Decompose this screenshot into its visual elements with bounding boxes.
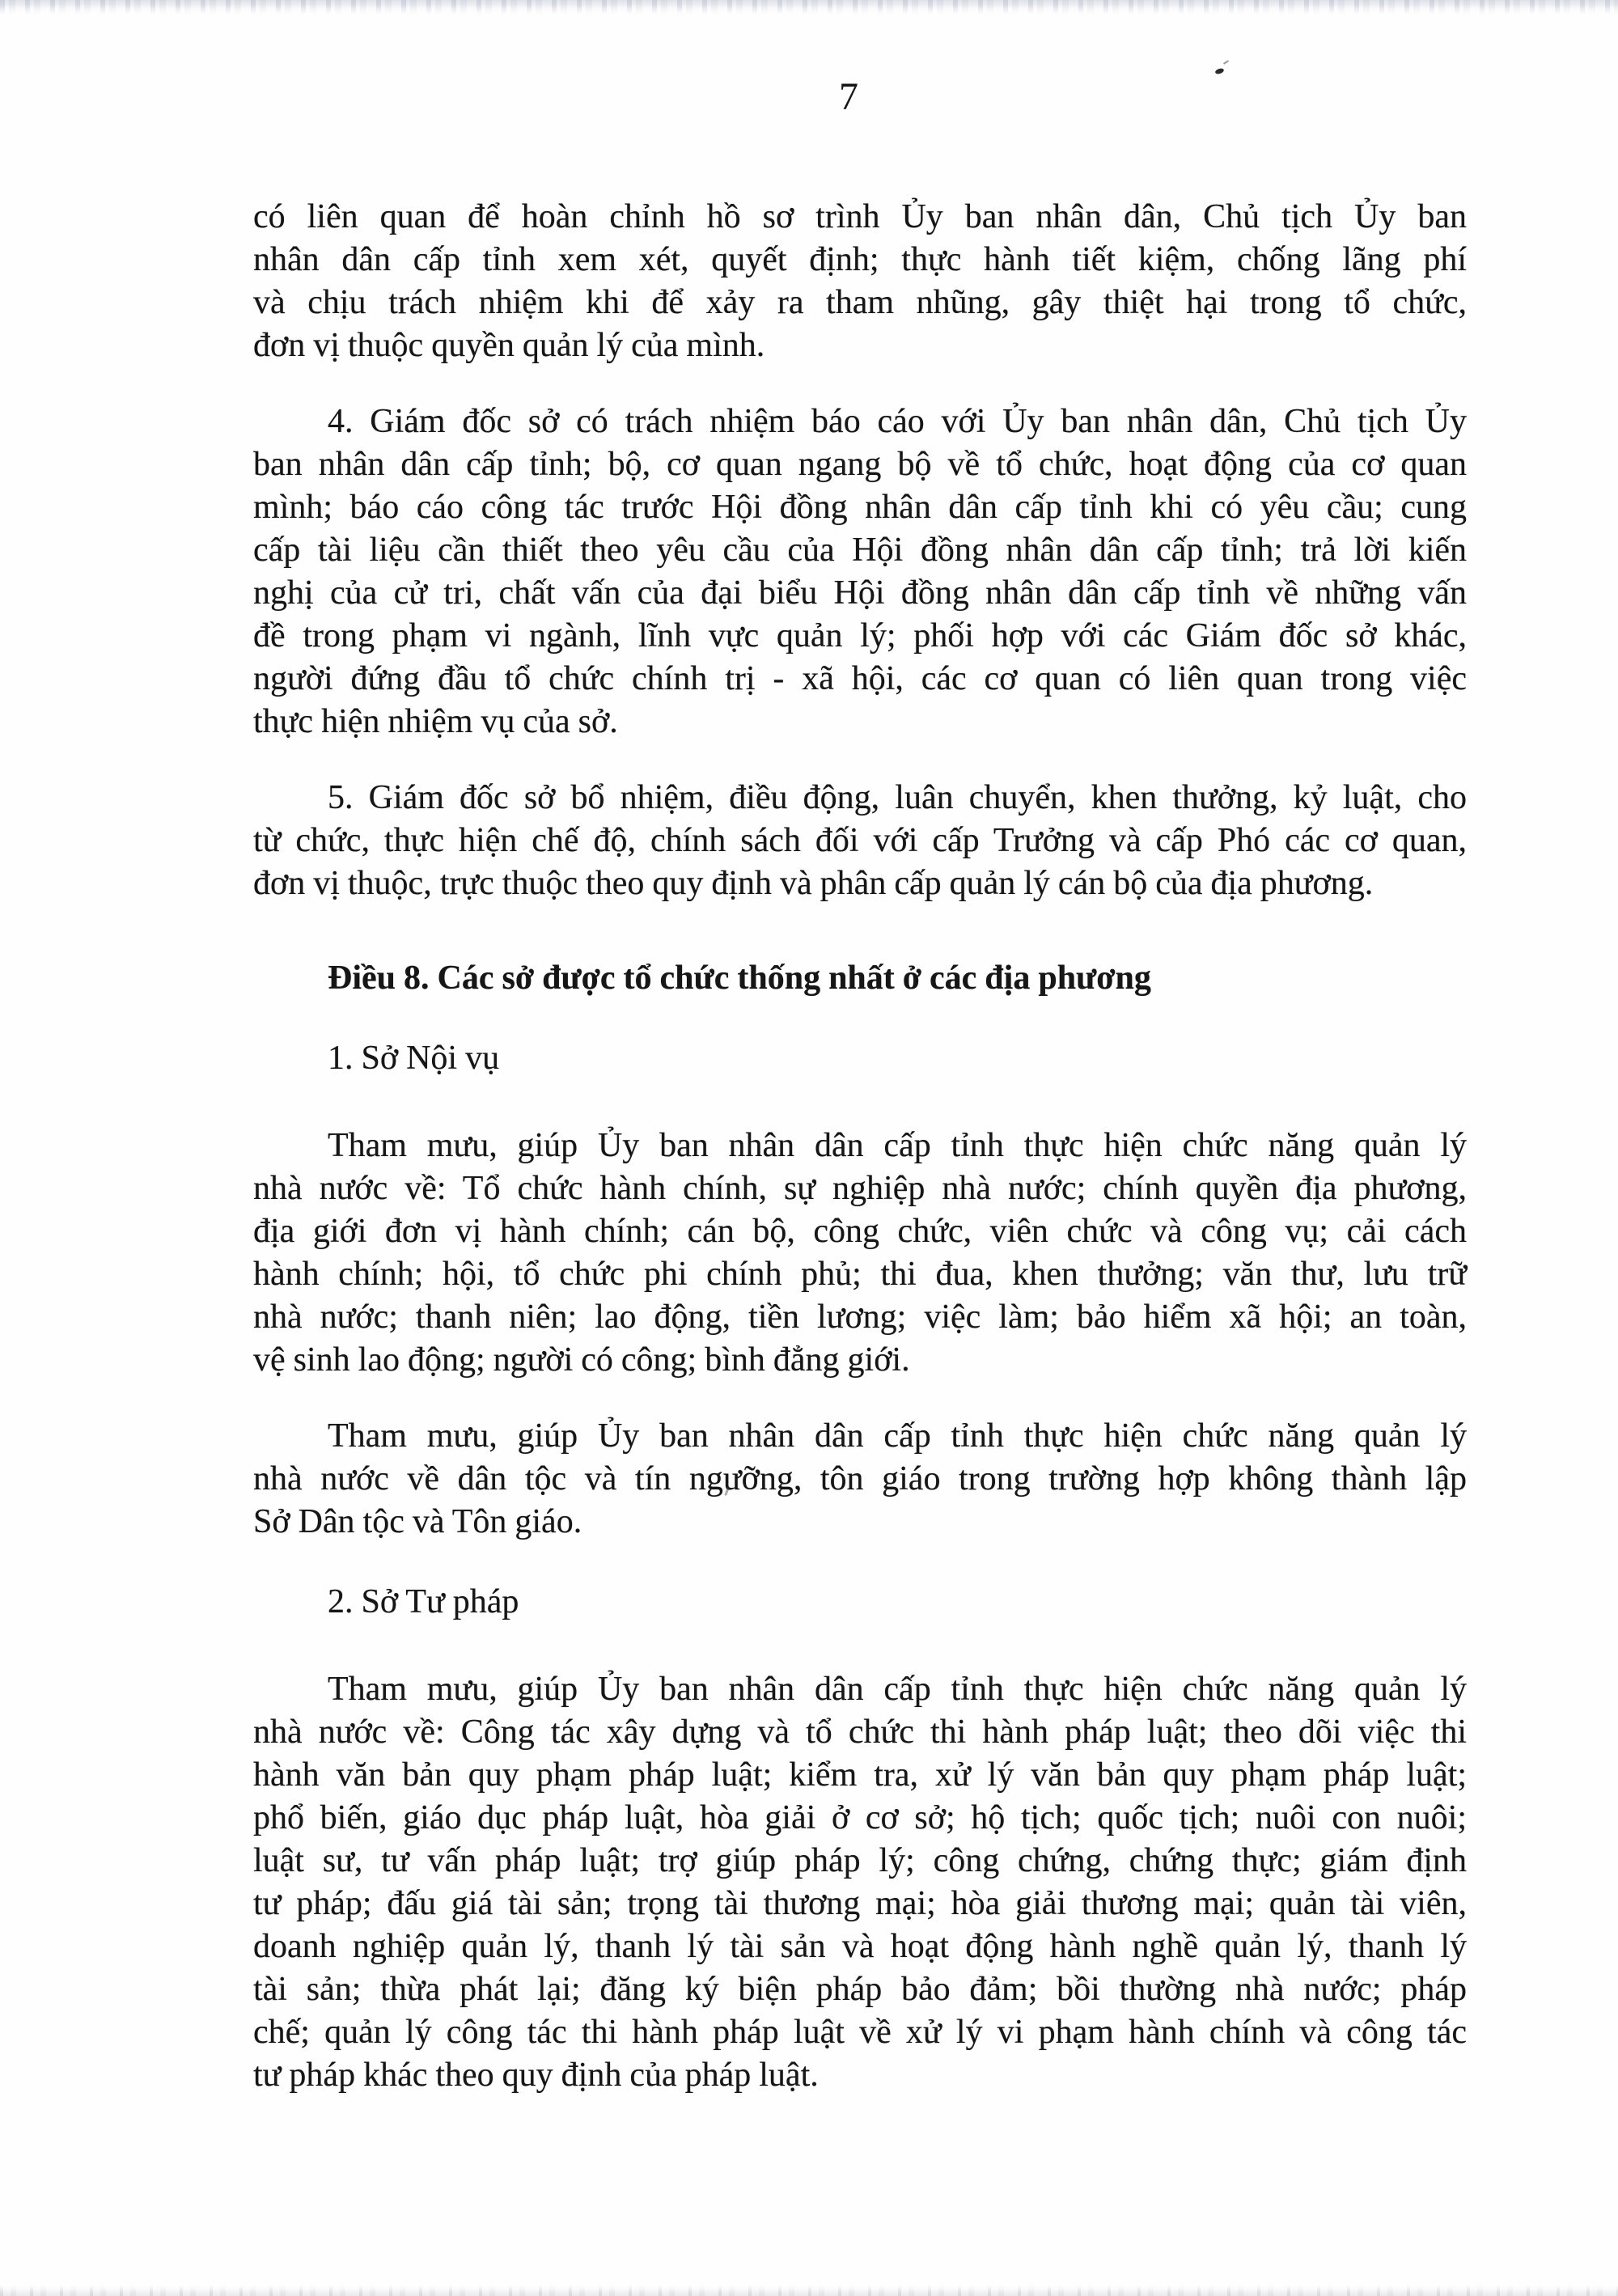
- text-line: phổ biến, giáo dục pháp luật, hòa giải ở cơ sở; hộ tịch; quốc tịch; nuôi con nuôi;: [253, 1799, 1467, 1836]
- text-line: 4. Giám đốc sở có trách nhiệm báo cáo với Ủy ban nhân dân, Chủ tịch Ủy: [328, 403, 1467, 440]
- scan-noise-bottom: [0, 2285, 1618, 2296]
- text-line: 2. Sở Tư pháp: [328, 1583, 519, 1620]
- text-line: 1. Sở Nội vụ: [328, 1040, 500, 1077]
- paragraph-so-noi-vu-functions: [253, 1125, 1467, 1382]
- text-line: cấp tài liệu cần thiết theo yêu cầu của Hội đồng nhân dân cấp tỉnh; trả lời kiến: [253, 532, 1467, 569]
- text-line: có liên quan để hoàn chỉnh hồ sơ trình Ủy ban nhân dân, Chủ tịch Ủy ban: [253, 198, 1467, 235]
- text-line: và chịu trách nhiệm khi để xảy ra tham nhũng, gây thiệt hại trong tổ chức,: [253, 284, 1467, 321]
- text-line: Tham mưu, giúp Ủy ban nhân dân cấp tỉnh thực hiện chức năng quản lý: [328, 1127, 1467, 1164]
- text-line: vệ sinh lao động; người có công; bình đẳng giới.: [253, 1341, 910, 1379]
- text-line: chế; quản lý công tác thi hành pháp luật về xử lý vi phạm hành chính và công tác: [253, 2014, 1467, 2051]
- item-2-so-tu-phap: [253, 1581, 1467, 1624]
- text-line: người đứng đầu tổ chức chính trị - xã hội, các cơ quan có liên quan trong việc: [253, 660, 1467, 697]
- text-line: đề trong phạm vi ngành, lĩnh vực quản lý; phối hợp với các Giám đốc sở khác,: [253, 617, 1467, 654]
- text-line: 5. Giám đốc sở bổ nhiệm, điều động, luân chuyển, khen thưởng, kỷ luật, cho: [328, 779, 1467, 816]
- text-line: nhà nước về dân tộc và tín ngưỡng, tôn giáo trong trường hợp không thành lập: [253, 1460, 1467, 1497]
- text-line: ban nhân dân cấp tỉnh; bộ, cơ quan ngang bộ về tổ chức, hoạt động của cơ quan: [253, 446, 1467, 483]
- text-line: hành văn bản quy phạm pháp luật; kiểm tra, xử lý văn bản quy phạm pháp luật;: [253, 1756, 1467, 1794]
- text-line: đơn vị thuộc, trực thuộc theo quy định và phân cấp quản lý cán bộ của địa phương.: [253, 865, 1374, 902]
- text-line: tư pháp khác theo quy định của pháp luật.: [253, 2057, 819, 2094]
- paragraph-so-noi-vu-religion: [253, 1415, 1467, 1544]
- text-line: nhân dân cấp tỉnh xem xét, quyết định; thực hành tiết kiệm, chống lãng phí: [253, 241, 1467, 278]
- document-body: [253, 196, 1467, 2097]
- article-8-heading: [253, 957, 1467, 1000]
- text-line: thực hiện nhiệm vụ của sở.: [253, 703, 618, 740]
- text-line: đơn vị thuộc quyền quản lý của mình.: [253, 327, 765, 364]
- text-line: Sở Dân tộc và Tôn giáo.: [253, 1503, 582, 1540]
- text-line: nhà nước; thanh niên; lao động, tiền lương; việc làm; bảo hiểm xã hội; an toàn,: [253, 1298, 1467, 1336]
- text-line: hành chính; hội, tổ chức phi chính phủ; thi đua, khen thưởng; văn thư, lưu trữ: [253, 1256, 1467, 1293]
- text-line: doanh nghiệp quản lý, thanh lý tài sản và hoạt động hành nghề quản lý, thanh lý: [253, 1928, 1467, 1965]
- paragraph-clause-5: [253, 777, 1467, 905]
- paragraph-so-tu-phap-functions: [253, 1668, 1467, 2097]
- text-line: mình; báo cáo công tác trước Hội đồng nhân dân cấp tỉnh khi có yêu cầu; cung: [253, 489, 1467, 526]
- text-column: [253, 0, 1467, 2097]
- text-line: luật sư, tư vấn pháp luật; trợ giúp pháp lý; công chứng, chứng thực; giám định: [253, 1842, 1467, 1879]
- text-line: tư pháp; đấu giá tài sản; trọng tài thương mại; hòa giải thương mại; quản tài viên,: [253, 1885, 1467, 1922]
- paragraph-continuation: [253, 196, 1467, 367]
- text-line: Điều 8. Các sở được tổ chức thống nhất ở các địa phương: [328, 959, 1151, 997]
- text-line: Tham mưu, giúp Ủy ban nhân dân cấp tỉnh thực hiện chức năng quản lý: [328, 1671, 1467, 1708]
- text-line: tài sản; thừa phát lại; đăng ký biện pháp bảo đảm; bồi thường nhà nước; pháp: [253, 1971, 1467, 2008]
- text-line: Tham mưu, giúp Ủy ban nhân dân cấp tỉnh thực hiện chức năng quản lý: [328, 1417, 1467, 1455]
- item-1-so-noi-vu: [253, 1037, 1467, 1080]
- text-line: nhà nước về: Công tác xây dựng và tổ chức thi hành pháp luật; theo dõi việc thi: [253, 1714, 1467, 1751]
- text-line: địa giới đơn vị hành chính; cán bộ, công chức, viên chức và công vụ; cải cách: [253, 1213, 1467, 1250]
- text-line: từ chức, thực hiện chế độ, chính sách đối với cấp Trưởng và cấp Phó các cơ quan,: [253, 822, 1467, 859]
- text-line: nhà nước về: Tổ chức hành chính, sự nghiệp nhà nước; chính quyền địa phương,: [253, 1170, 1467, 1207]
- page-number: 7: [839, 75, 858, 118]
- text-line: nghị của cử tri, chất vấn của đại biểu Hội đồng nhân dân cấp tỉnh về những vấn: [253, 574, 1467, 612]
- paragraph-clause-4: [253, 400, 1467, 743]
